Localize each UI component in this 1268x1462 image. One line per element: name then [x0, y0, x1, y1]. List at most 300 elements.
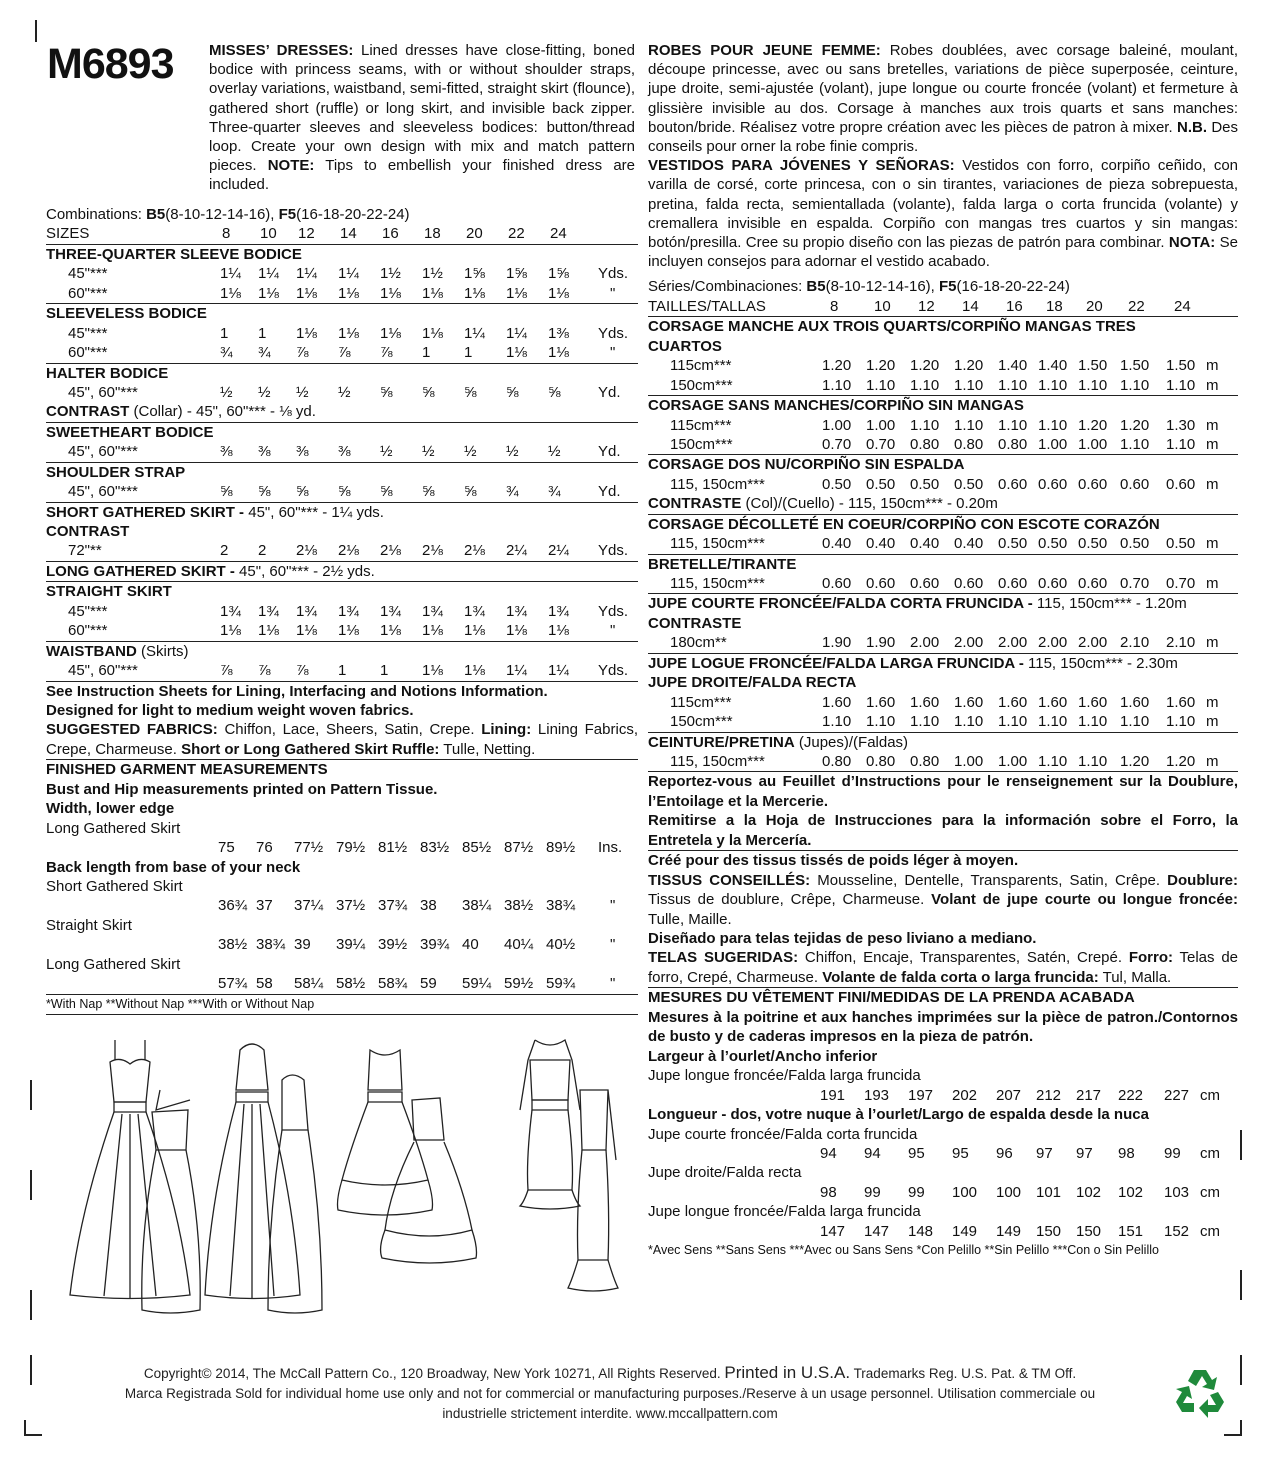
cell-value: 76: [256, 839, 273, 857]
unit-label: cm: [1200, 1086, 1220, 1104]
section-title: [46, 562, 638, 582]
bold-part: CEINTURE/PRETINA: [648, 733, 795, 751]
cell-value: ⅝: [338, 483, 351, 501]
section-title: [46, 463, 638, 482]
row-label: Jupe droite/Falda recta: [648, 1164, 802, 1182]
cell-value: 0.40: [910, 535, 940, 553]
text: Telas de forro, Crepé, Charmeuse.: [648, 949, 1239, 986]
cell-value: 212: [1036, 1086, 1062, 1104]
cell-value: 57¾: [218, 975, 248, 993]
cell-value: 1⅝: [506, 265, 527, 283]
cell-value: 1½: [422, 265, 443, 283]
section-title: [648, 455, 1238, 474]
measurement-row: [648, 1183, 1238, 1202]
row-label: 45", 60"***: [68, 443, 138, 461]
paragraph: [648, 811, 1238, 851]
row-label: 150cm***: [670, 713, 733, 731]
cell-value: 100: [996, 1183, 1022, 1201]
cell-value: 103: [1164, 1183, 1190, 1201]
fr-b5-range: (8-10-12-14-16),: [825, 278, 939, 296]
cell-value: 99: [1164, 1144, 1181, 1162]
size-value: 16: [1006, 297, 1023, 315]
cell-value: 40¼: [504, 936, 534, 954]
cell-value: 1¾: [220, 602, 241, 620]
cell-value: 1.60: [1078, 693, 1108, 711]
cell-value: 217: [1076, 1086, 1102, 1104]
cell-value: ¾: [548, 483, 561, 501]
cell-value: 2⅛: [464, 542, 485, 560]
cell-value: 1.60: [1120, 693, 1150, 711]
cell-value: ⅞: [220, 662, 233, 680]
cell-value: ⅞: [258, 662, 271, 680]
section-title: [648, 594, 1238, 613]
bold-text: Volant de jupe courte ou longue froncée:: [931, 891, 1238, 909]
table-row: [46, 602, 638, 621]
cell-value: 95: [908, 1144, 925, 1162]
cell-value: 0.80: [954, 435, 984, 453]
cell-value: 0.50: [1166, 535, 1196, 553]
cell-value: 1¾: [296, 602, 317, 620]
cell-value: 1⅛: [258, 284, 279, 302]
section-title-text: [46, 562, 375, 581]
row-label: Straight Skirt: [46, 916, 132, 934]
sizes-label: TAILLES/TALLAS: [648, 297, 766, 315]
section-title-text: THREE-QUARTER SLEEVE BODICE: [46, 245, 302, 263]
cell-value: 2⅛: [338, 542, 359, 560]
cell-value: 37½: [336, 897, 366, 915]
cell-value: 1.10: [1078, 752, 1108, 770]
cell-value: 1.10: [1038, 713, 1068, 731]
rest-part: (Collar) - 45", 60"*** - ⅛ yd.: [129, 403, 316, 421]
cell-value: 79½: [336, 839, 366, 857]
bold-text: Bust and Hip measurements printed on Pattern Tissue.: [46, 780, 438, 798]
cell-value: 37: [256, 897, 273, 915]
cell-value: 1.10: [998, 416, 1028, 434]
cell-value: ½: [506, 443, 519, 461]
cell-value: 0.50: [822, 475, 852, 493]
cell-value: 1.10: [1166, 713, 1196, 731]
cell-value: 98: [820, 1183, 837, 1201]
cell-value: ⅜: [338, 443, 351, 461]
table-row: [648, 712, 1238, 732]
cell-value: 222: [1118, 1086, 1144, 1104]
yardage-table: [46, 224, 638, 1015]
cell-value: 1.90: [866, 634, 896, 652]
cell-value: 1⅛: [506, 622, 527, 640]
cell-value: 1.00: [954, 752, 984, 770]
cell-value: 1¾: [548, 602, 569, 620]
cell-value: 1.10: [822, 376, 852, 394]
metric-table: [648, 297, 1238, 1261]
cell-value: 1⅛: [220, 284, 241, 302]
unit-label: Ins.: [598, 839, 623, 857]
unit-label: cm: [1200, 1144, 1220, 1162]
measurement-label: [648, 1163, 1238, 1182]
cell-value: 1: [422, 344, 431, 362]
cell-value: 1¾: [422, 602, 443, 620]
cell-value: 1¼: [506, 324, 527, 342]
unit-label: Yds.: [598, 265, 629, 283]
crop-mark: [30, 1355, 32, 1385]
cell-value: ½: [296, 383, 309, 401]
recycle-icon: [1172, 1366, 1228, 1418]
table-row: [46, 383, 638, 402]
rest-part: 45", 60"*** - 2½ yds.: [234, 562, 375, 580]
row-label: 45"***: [68, 324, 108, 342]
unit-label: m: [1206, 575, 1219, 592]
rest-part: 115, 150cm*** - 2.30m: [1023, 654, 1178, 672]
text: Tulle, Netting.: [439, 740, 536, 758]
section-title: [648, 494, 1238, 514]
unit-label: ": [610, 975, 616, 993]
cell-value: 1.10: [998, 713, 1028, 731]
paragraph: [46, 799, 638, 818]
series-label: Séries/Combinaciones:: [648, 278, 807, 296]
text: Tulle, Maille.: [648, 910, 732, 928]
bold-part: WAISTBAND: [46, 642, 137, 660]
measurement-label: [46, 819, 638, 838]
row-label: 115, 150cm***: [670, 752, 765, 770]
cell-value: 85½: [462, 839, 492, 857]
unit-label: m: [1206, 634, 1219, 652]
table-row: [648, 633, 1238, 653]
table-row: [648, 435, 1238, 455]
fr-title: ROBES POUR JEUNE FEMME:: [648, 42, 881, 59]
cell-value: 39: [294, 936, 311, 954]
cell-value: 40½: [546, 936, 576, 954]
cell-value: 1: [380, 662, 389, 680]
row-label: Jupe courte froncée/Falda corta fruncida: [648, 1125, 918, 1143]
trademarks: Trademarks Reg. U.S. Pat. & TM Off.: [853, 1366, 1077, 1381]
size-value: 22: [508, 225, 525, 243]
bold-text: Forro:: [1128, 949, 1173, 967]
cell-value: 1.40: [1038, 357, 1068, 375]
row-label: Long Gathered Skirt: [46, 819, 181, 837]
cell-value: 1.20: [822, 357, 852, 375]
paragraph: [648, 1105, 1238, 1124]
row-label: 45", 60"***: [68, 483, 138, 501]
section-title: [648, 614, 1238, 633]
cell-value: 0.50: [954, 475, 984, 493]
cell-value: 149: [952, 1222, 978, 1240]
cell-value: 0.50: [1078, 535, 1108, 553]
cell-value: 59: [420, 975, 437, 993]
bold-part: SHORT GATHERED SKIRT -: [46, 503, 245, 521]
cell-value: ⅞: [296, 662, 309, 680]
cell-value: 1.10: [954, 713, 984, 731]
row-label: Short Gathered Skirt: [46, 878, 183, 895]
unit-label: Yds.: [598, 542, 629, 560]
cell-value: 1.10: [1166, 435, 1196, 453]
bold-text: MESURES DU VÊTEMENT FINI/MEDIDAS DE LA PRENDA ACABADA: [648, 989, 1135, 1007]
cell-value: 0.60: [1120, 475, 1150, 493]
cell-value: ⅝: [422, 383, 435, 401]
crop-mark: [30, 1290, 32, 1320]
bold-text: Lining:: [481, 721, 532, 739]
paragraph: [648, 988, 1238, 1007]
cell-value: 2.00: [1078, 634, 1108, 652]
combinations-label: Combinations:: [46, 206, 147, 223]
size-value: 22: [1128, 297, 1145, 315]
paragraph: [648, 948, 1238, 988]
row-label: 45", 60"***: [68, 662, 138, 680]
cell-value: 1.60: [998, 693, 1028, 711]
row-label: Jupe longue froncée/Falda larga fruncida: [648, 1067, 921, 1085]
text: Chiffon, Lace, Sheers, Satin, Crepe.: [217, 721, 482, 739]
cell-value: 1.10: [998, 376, 1028, 394]
size-value: 16: [382, 225, 399, 243]
sizes-row: [46, 224, 638, 244]
paragraph: [46, 780, 638, 799]
cell-value: ⅞: [380, 344, 393, 362]
bold-text: Designed for light to medium weight woven fabrics.: [46, 701, 414, 719]
cell-value: ⅝: [380, 383, 393, 401]
row-label: 115cm***: [670, 416, 732, 434]
unit-label: Yds.: [598, 662, 629, 680]
cell-value: 1.50: [1120, 357, 1150, 375]
cell-value: 83½: [420, 839, 450, 857]
crop-mark: [1240, 1130, 1242, 1160]
crop-mark: [1240, 1355, 1242, 1385]
cell-value: 38: [420, 897, 437, 915]
cell-value: ⅞: [296, 344, 309, 362]
cell-value: 101: [1036, 1183, 1062, 1201]
cell-value: 1.90: [822, 634, 852, 652]
cell-value: 1.10: [910, 376, 940, 394]
cell-value: 75: [218, 839, 235, 857]
bold-text: Longueur - dos, votre nuque à l’ourlet/Largo de espalda desde la nuca: [648, 1106, 1149, 1124]
cell-value: 38¾: [256, 936, 286, 954]
cell-value: ⅝: [258, 483, 271, 501]
pattern-number: M6893: [47, 40, 174, 88]
en-note-label: NOTE:: [267, 157, 315, 175]
cell-value: 1⅝: [548, 265, 569, 283]
section-title-text: [648, 594, 1187, 613]
cell-value: 1¾: [338, 602, 359, 620]
cell-value: 1⅝: [464, 265, 485, 283]
cell-value: 38¼: [462, 897, 492, 915]
table-row: [46, 621, 638, 641]
crop-mark: [30, 1080, 32, 1110]
sizes-row: [648, 297, 1238, 317]
cell-value: 38½: [218, 936, 248, 954]
printed-in: Printed in U.S.A.: [724, 1363, 851, 1382]
table-row: [648, 574, 1238, 594]
cell-value: ½: [338, 383, 351, 401]
cell-value: 1.10: [1120, 713, 1150, 731]
paragraph: [46, 858, 638, 877]
row-label: 45"***: [68, 265, 108, 283]
cell-value: 1.50: [1166, 357, 1196, 375]
cell-value: 1½: [380, 265, 401, 283]
cell-value: 207: [996, 1086, 1022, 1104]
english-description: [209, 41, 635, 195]
table-row: [648, 475, 1238, 494]
cell-value: 1⅛: [548, 284, 569, 302]
cell-value: 151: [1118, 1222, 1144, 1240]
table-row: [648, 693, 1238, 712]
cell-value: 1¼: [506, 662, 527, 680]
cell-value: 0.60: [822, 575, 852, 592]
cell-value: 1¼: [258, 265, 279, 283]
cell-value: 36¾: [218, 897, 248, 915]
cell-value: 1⅛: [380, 622, 401, 640]
fr-note: Des conseils pour orner la robe finie compris.: [648, 118, 1238, 156]
crop-mark: [30, 1170, 32, 1200]
section-title-text: SLEEVELESS BODICE: [46, 305, 207, 323]
unit-label: cm: [1200, 1222, 1220, 1240]
section-title: [46, 503, 638, 522]
measurement-row: [46, 974, 638, 994]
es-note: Se incluyen consejos para adornar el vestido acabado.: [648, 234, 1238, 271]
copyright: Copyright© 2014, The McCall Pattern Co., 120 Broadway, New York 10271, All Rights Reserved.: [143, 1366, 721, 1381]
cell-value: 0.60: [1166, 475, 1196, 493]
cell-value: 0.70: [1166, 575, 1196, 592]
table-row: [46, 324, 638, 343]
unit-label: Yd.: [598, 483, 621, 501]
f5-range: (16-18-20-22-24): [296, 206, 410, 223]
cell-value: 1.10: [1078, 376, 1108, 394]
section-title-text: [46, 642, 189, 661]
cell-value: 1.60: [822, 693, 852, 711]
paragraph: [648, 871, 1238, 929]
cell-value: 1.10: [910, 713, 940, 731]
cell-value: 147: [864, 1222, 890, 1240]
cell-value: 94: [864, 1144, 881, 1162]
section-title: [46, 364, 638, 383]
cell-value: 58¾: [378, 975, 408, 993]
cell-value: 1⅛: [296, 284, 317, 302]
cell-value: 99: [908, 1183, 925, 1201]
cell-value: 1: [464, 344, 473, 362]
cell-value: 0.70: [822, 435, 852, 453]
section-title-text: [648, 494, 998, 513]
french-description: [648, 41, 1238, 156]
measurement-row: [46, 935, 638, 954]
table-row: [648, 376, 1238, 396]
cell-value: 0.80: [910, 752, 940, 770]
cell-value: 1.10: [910, 416, 940, 434]
cell-value: 1⅛: [506, 284, 527, 302]
halter-gown-front: [205, 1044, 300, 1299]
footer-line-2: Marca Registrada Sold for individual home use only and not for commercial or manufacturing purposes./Reserve à un usage personnel. Utilisation commerciale ou: [124, 1386, 1096, 1401]
cell-value: ⅜: [220, 443, 233, 461]
cell-value: 1.10: [866, 376, 896, 394]
section-title-text: CORSAGE SANS MANCHES/CORPIÑO SIN MANGAS: [648, 397, 1024, 415]
cell-value: 1.10: [1038, 416, 1068, 434]
text: Chiffon, Encaje, Transparentes, Satén, Crepé.: [798, 949, 1129, 967]
cell-value: 1.00: [866, 416, 896, 434]
sheath-dress-back: [568, 1090, 618, 1291]
table-row: [648, 356, 1238, 375]
bold-text: TELAS SUGERIDAS:: [648, 949, 799, 967]
cell-value: 102: [1076, 1183, 1102, 1201]
cell-value: 2.00: [1038, 634, 1068, 652]
row-label: Long Gathered Skirt: [46, 955, 181, 973]
cell-value: 39½: [378, 936, 408, 954]
section-title: [648, 337, 1238, 356]
bold-text: Largeur à l’ourlet/Ancho inferior: [648, 1047, 878, 1065]
cell-value: 100: [952, 1183, 978, 1201]
cell-value: 1¾: [464, 602, 485, 620]
table-row: [46, 661, 638, 681]
unit-label: ": [610, 897, 616, 915]
cell-value: 1.10: [866, 713, 896, 731]
cell-value: ½: [422, 443, 435, 461]
cell-value: ⅝: [220, 483, 233, 501]
cell-value: 1.20: [866, 357, 896, 375]
cell-value: 1.10: [954, 376, 984, 394]
cell-value: 2¼: [548, 542, 569, 560]
cell-value: 1.00: [1038, 435, 1068, 453]
sheath-dress-front: [520, 1040, 580, 1209]
measurement-label: [46, 916, 638, 935]
paragraph: [46, 720, 638, 760]
section-title-text: SWEETHEART BODICE: [46, 423, 214, 441]
cell-value: ⅝: [422, 483, 435, 501]
cell-value: ⅜: [296, 443, 309, 461]
unit-label: m: [1206, 435, 1219, 453]
fr-desc: Robes doublées, avec corsage baleiné, moulant, découpe princesse, avec ou sans bretelles, variations de pièce superposée, ceinture, jupe droite, semi-ajustée (volant), jupe longue ou courte froncée (volant) et fermeture à glissière invisible au dos. Corsage à manches aux trois quarts et sans manches: bouton/bride. Réalisez votre propre création avec les pièces de patron à mixer.: [648, 42, 1239, 136]
cell-value: 1⅜: [548, 324, 569, 342]
section-title: [648, 396, 1238, 415]
cell-value: 1¼: [220, 265, 241, 283]
cell-value: ½: [464, 443, 477, 461]
measurement-row: [46, 896, 638, 915]
unit-label: ": [610, 284, 616, 302]
en-title: MISSES’ DRESSES:: [209, 42, 354, 59]
cell-value: 0.60: [998, 575, 1028, 592]
measurement-label: [46, 955, 638, 974]
long-gown-front: [70, 1040, 190, 1299]
bold-text: FINISHED GARMENT MEASUREMENTS: [46, 761, 328, 779]
cell-value: 0.60: [866, 575, 896, 592]
measurement-label: [648, 1066, 1238, 1085]
cell-value: 0.80: [910, 435, 940, 453]
section-title: [46, 642, 638, 661]
section-title-text: CORSAGE DÉCOLLETÉ EN COEUR/CORPIÑO CON ESCOTE CORAZÓN: [648, 515, 1160, 533]
section-title-text: SHOULDER STRAP: [46, 463, 186, 481]
text: Tul, Malla.: [1098, 968, 1172, 986]
section-title: [648, 733, 1238, 752]
size-value: 14: [962, 297, 979, 315]
section-title-text: CORSAGE DOS NU/CORPIÑO SIN ESPALDA: [648, 456, 965, 474]
cell-value: ¾: [220, 344, 233, 362]
cell-value: 1¼: [296, 265, 317, 283]
cell-value: 1.10: [822, 713, 852, 731]
cell-value: 1¼: [338, 265, 359, 283]
cell-value: 1.10: [954, 416, 984, 434]
cell-value: ½: [380, 443, 393, 461]
size-value: 24: [1174, 297, 1191, 315]
cell-value: 2⅛: [296, 542, 317, 560]
cell-value: 197: [908, 1086, 934, 1104]
cell-value: 1⅛: [422, 324, 443, 342]
cell-value: ⅝: [464, 383, 477, 401]
cell-value: 1⅛: [296, 622, 317, 640]
cell-value: 148: [908, 1222, 934, 1240]
section-title: [648, 515, 1238, 534]
size-value: 12: [918, 297, 935, 315]
cell-value: 0.70: [1120, 575, 1150, 592]
row-label: 115cm***: [670, 693, 732, 711]
unit-label: ": [610, 936, 616, 954]
fr-note-label: N.B.: [1176, 118, 1207, 136]
bold-text: Back length from base of your neck: [46, 858, 301, 876]
rest-part: 45", 60"*** - 1¼ yds.: [244, 503, 384, 521]
section-title-text: CUARTOS: [648, 337, 722, 355]
cell-value: 2.00: [954, 634, 984, 652]
